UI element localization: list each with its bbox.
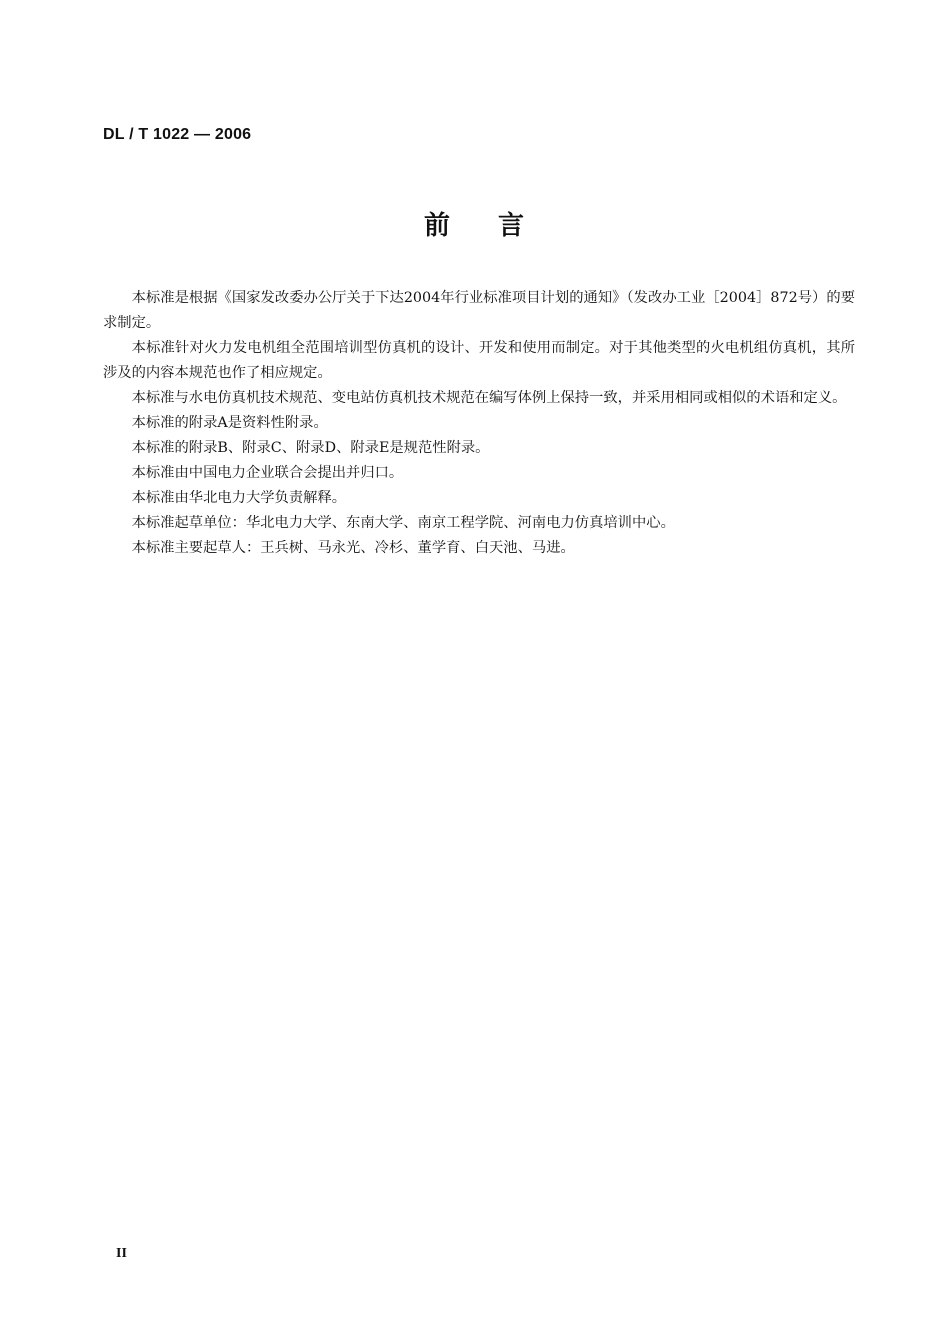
preface-paragraph: 本标准与水电仿真机技术规范、变电站仿真机技术规范在编写体例上保持一致，并采用相同或相似的术语和定义。 <box>131 390 847 406</box>
preface-paragraph: 本标准针对火力发电机组全范围培训型仿真机的设计、开发和使用而制定。对于其他类型的火电机组仿真机，其所涉及的内容本规范也作了相应规定。 <box>103 340 855 381</box>
preface-paragraph: 本标准由华北电力大学负责解释。 <box>131 490 347 506</box>
preface-paragraph: 本标准起草单位：华北电力大学、东南大学、南京工程学院、河南电力仿真培训中心。 <box>131 515 675 531</box>
page-title <box>0 205 950 242</box>
page-number: II <box>116 1246 127 1261</box>
preface-body <box>103 286 855 561</box>
page-title-right-char: 言 <box>498 211 527 241</box>
preface-paragraph: 本标准的附录A是资料性附录。 <box>131 415 328 431</box>
page-title-left-char: 前 <box>423 211 452 241</box>
standard-code: DL / T 1022 — 2006 <box>103 126 252 143</box>
preface-paragraph: 本标准是根据《国家发改委办公厅关于下达2004年行业标准项目计划的通知》（发改办工业［2004］872号）的要求制定。 <box>103 290 855 331</box>
preface-paragraph: 本标准由中国电力企业联合会提出并归口。 <box>131 465 404 481</box>
preface-paragraph: 本标准主要起草人：王兵树、马永光、冷杉、董学育、白天池、马进。 <box>131 540 575 556</box>
preface-paragraph: 本标准的附录B、附录C、附录D、附录E是规范性附录。 <box>131 440 490 456</box>
